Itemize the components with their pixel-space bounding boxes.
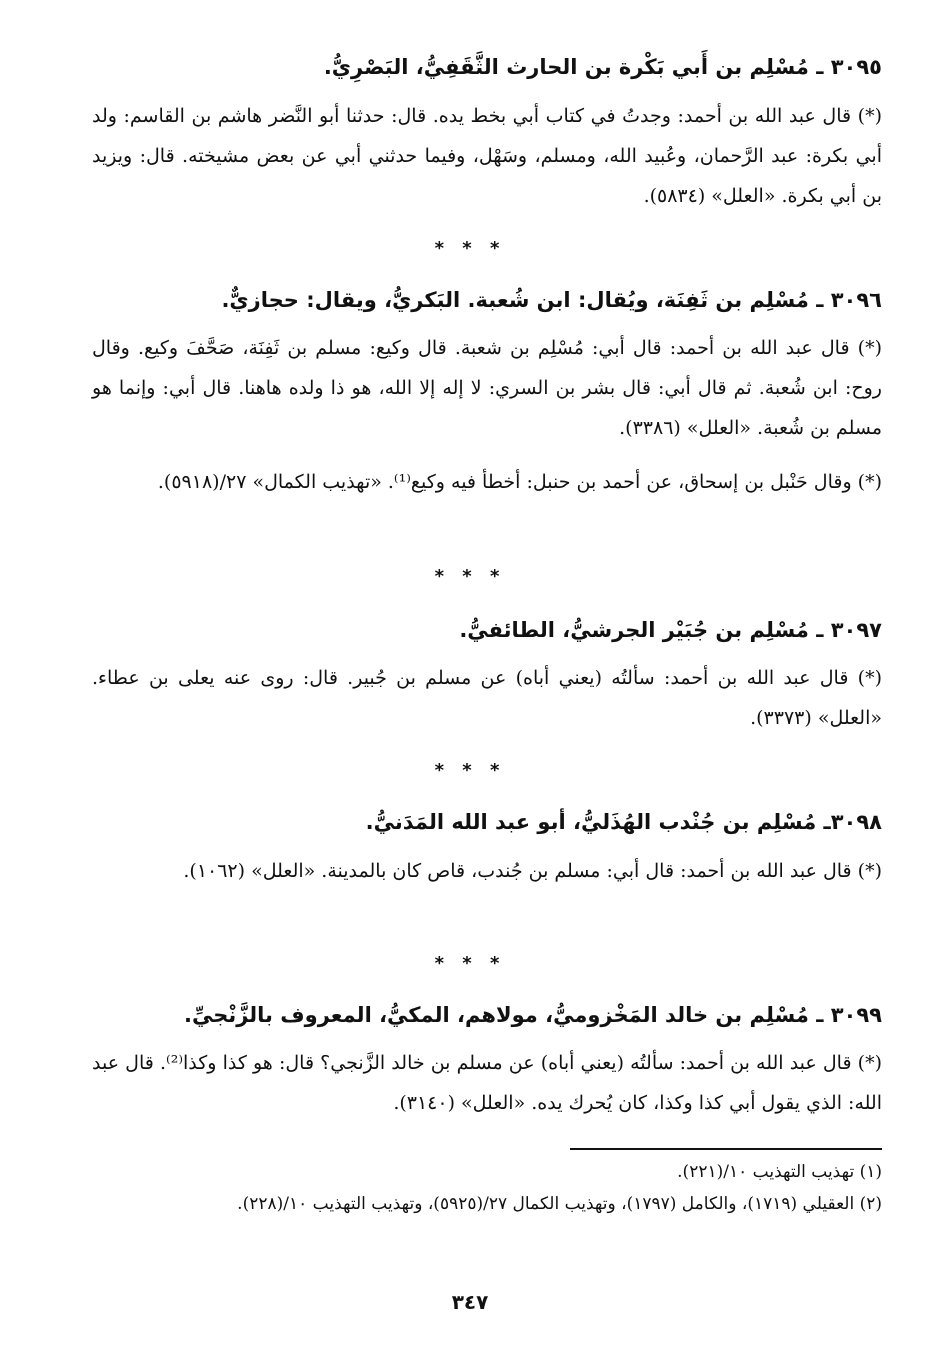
footnote-2: (٢) العقيلي (١٧١٩)، والكامل (١٧٩٧)، وتهذيب الكمال ٢٧/(٥٩٢٥)، وتهذيب التهذيب ١٠/(٢٢٨). [237,1194,882,1214]
entry-heading-3095: ٣٠٩٥ ـ مُسْلِم بن أَبي بَكْرة بن الحارث الثَّقَفِيُّ، البَصْرِيُّ. [323,55,882,79]
entry-heading-3098: ٣٠٩٨ـ مُسْلِم بن جُنْدب الهُذَليُّ، أبو عبد الله المَدَنيُّ. [365,810,882,834]
entry-heading-3097: ٣٠٩٧ ـ مُسْلِم بن جُبَيْر الجرشيُّ، الطائفيُّ. [459,618,882,642]
entry-text-3097: (*) قال عبد الله بن أحمد: سألتُه (يعني أباه) عن مسلم بن جُبير. قال: روى عنه يعلى بن عطاء. «العلل» (٣٣٧٣). [92,667,882,729]
entry-text-3098: (*) قال عبد الله بن أحمد: قال أبي: مسلم بن جُندب، قاص كان بالمدينة. «العلل» (١٠٦٢). [183,860,882,882]
page-number: ٣٤٧ [451,1290,489,1314]
entry-text-3099: (*) قال عبد الله بن أحمد: سألتُه (يعني أباه) عن مسلم بن خالد الزَّنجي؟ قال: هو كذا وكذا⁽²⁾. قال عبد الله: الذي يقول أبي كذا وكذا، كان يُحرك يده. «العلل» (٣١٤٠). [92,1052,882,1114]
section-separator: * * * [434,760,506,781]
entry-heading-3096: ٣٠٩٦ ـ مُسْلِم بن ثَفِنَة، ويُقال: ابن شُعبة. البَكريُّ، ويقال: حجازيٌّ. [221,288,882,312]
entry-heading-3099: ٣٠٩٩ ـ مُسْلِم بن خالد المَخْزوميُّ، مولاهم، المكيُّ، المعروف بالزَّنْجيِّ. [183,1003,882,1027]
footnote-1: (١) تهذيب التهذيب ١٠/(٢٢١). [677,1162,882,1182]
section-separator: * * * [434,953,506,974]
entry-text-3096-a: (*) قال عبد الله بن أحمد: قال أبي: مُسْلِم بن شعبة. قال وكيع: مسلم بن ثَفِنَة، صَحَّفَ وكيع. وقال روح: ابن شُعبة. ثم قال أبي: قال بشر بن السري: لا إله إلا الله، هو ذا ولده هاهنا. قال أبي: وإنما هو مسلم بن شُعبة. «العلل» (٣٣٨٦). [92,337,882,439]
entry-text-3096-b: (*) وقال حَنْبل بن إسحاق، عن أحمد بن حنبل: أخطأ فيه وكيع⁽¹⁾. «تهذيب الكمال» ٢٧/(٥٩١٨). [157,471,882,493]
section-separator: * * * [434,566,506,587]
entry-text-3095: (*) قال عبد الله بن أحمد: وجدتُ في كتاب أبي بخط يده. قال: حدثنا أبو النَّضر هاشم بن القاسم: ولد أبي بكرة: عبد الرَّحمان، وعُبيد الله، ومسلم، وسَهْل، وفيما حدثني أبي عن بعض مشيخته. قال: ويزيد بن أبي بكرة. «العلل» (٥٨٣٤). [92,105,882,207]
footnote-divider [570,1148,882,1150]
section-separator: * * * [434,238,506,259]
